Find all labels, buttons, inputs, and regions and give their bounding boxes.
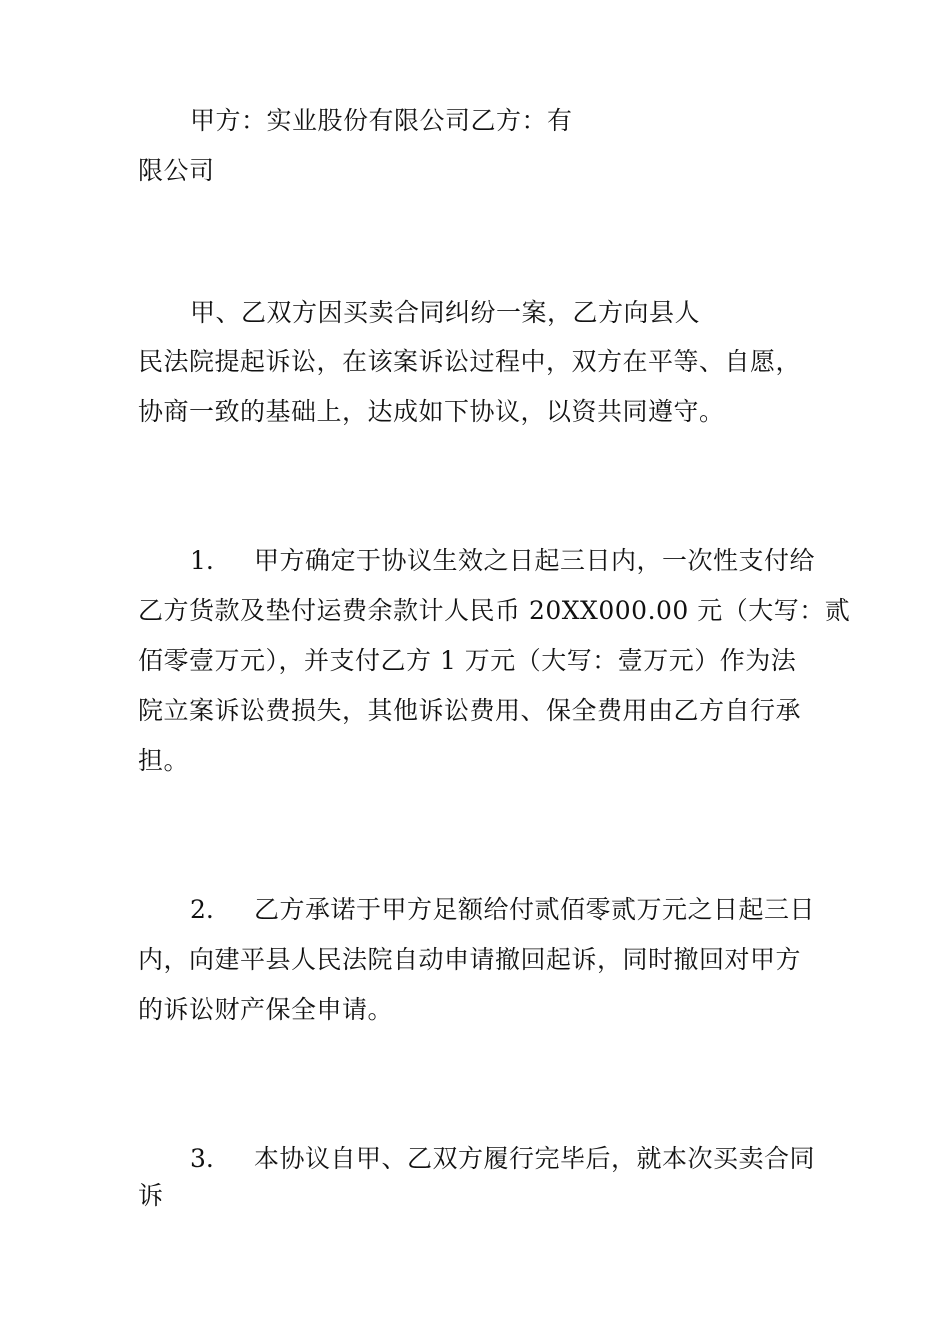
clause-1-line-3: 佰零壹万元），并支付乙方 1 万元（大写：壹万元）作为法 bbox=[138, 646, 797, 675]
clause-1-number: 1. bbox=[190, 546, 214, 575]
clause-3-line-2: 诉 bbox=[138, 1181, 164, 1210]
clause-1-line-4: 院立案诉讼费损失，其他诉讼费用、保全费用由乙方自行承 bbox=[138, 696, 802, 725]
clause-3-number: 3. bbox=[190, 1144, 214, 1173]
clause-2-line-1: 乙方承诺于甲方足额给付贰佰零贰万元之日起三日 bbox=[254, 895, 816, 924]
clause-1-line-2: 乙方货款及垫付运费余款计人民币 20XX000.00 元（大写：贰 bbox=[138, 596, 851, 625]
parties-line-1: 甲方：实业股份有限公司乙方：有 bbox=[190, 106, 573, 135]
clause-2-line-3: 的诉讼财产保全申请。 bbox=[138, 995, 394, 1024]
intro-line-2: 民法院提起诉讼，在该案诉讼过程中，双方在平等、自愿， bbox=[138, 347, 802, 376]
clause-3-line-1: 本协议自甲、乙双方履行完毕后，就本次买卖合同 bbox=[254, 1144, 816, 1173]
clause-2-number: 2. bbox=[190, 895, 214, 924]
clause-1-line-5: 担。 bbox=[138, 746, 190, 775]
clause-2-line-2: 内，向建平县人民法院自动申请撤回起诉，同时撤回对甲方 bbox=[138, 945, 802, 974]
intro-line-1: 甲、乙双方因买卖合同纠纷一案，乙方向县人 bbox=[190, 298, 701, 327]
parties-line-2: 限公司 bbox=[138, 156, 215, 185]
clause-1-line-1: 甲方确定于协议生效之日起三日内，一次性支付给 bbox=[254, 546, 816, 575]
intro-line-3: 协商一致的基础上，达成如下协议，以资共同遵守。 bbox=[138, 397, 725, 426]
